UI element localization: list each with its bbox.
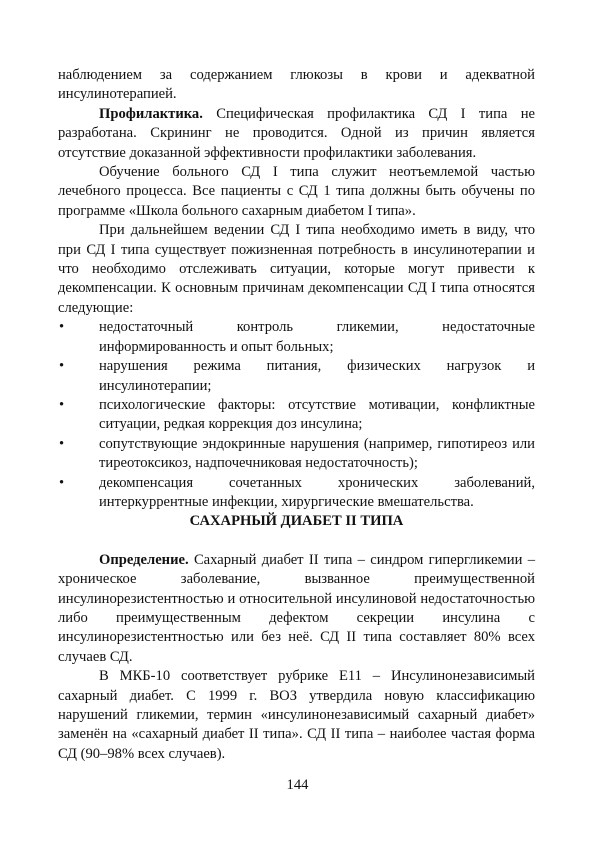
paragraph-text: Обучение больного СД I типа служит неотъемлемой частью лечебного процесса. Все пациенты с СД 1 типа должны быть обучены по программе «Школа больного сахарным диабетом I типа».: [58, 164, 535, 219]
paragraph-prophylaxis: [58, 105, 535, 163]
section-title: САХАРНЫЙ ДИАБЕТ II ТИПА: [189, 513, 404, 530]
page-body: [58, 66, 535, 764]
list-item: [58, 396, 535, 435]
list-item-text: сопутствующие эндокринные нарушения (например, гипотиреоз или тиреотоксикоз, надпочечниковая недостаточность);: [99, 435, 535, 472]
list-item: [58, 474, 535, 513]
paragraph-icd: [58, 667, 535, 764]
list-item-text: декомпенсация сочетанных хронических заболеваний, интеркуррентные инфекции, хирургические вмешательства.: [99, 474, 535, 510]
decompensation-causes-list: [58, 318, 535, 512]
paragraph-text: При дальнейшем ведении СД I типа необходимо иметь в виду, что при СД I типа существует пожизненная потребность в инсулинотерапии и что необходимо отслеживать ситуации, которые могут привести к декомпенсации. К основным причинам декомпенсации СД I типа относятся следующие:: [58, 222, 535, 316]
paragraph-continuation: [58, 66, 535, 105]
bullet-icon: •: [59, 358, 65, 375]
paragraph-text: наблюдением за содержанием глюкозы в крови и адекватной инсулинотерапией.: [58, 67, 535, 103]
list-item: [58, 357, 535, 396]
bullet-icon: •: [59, 396, 65, 413]
paragraph-education: [58, 163, 535, 221]
list-item: [58, 435, 535, 474]
paragraph-definition: [58, 551, 535, 667]
paragraph-lead: Профилактика.: [99, 105, 203, 122]
list-item: [58, 318, 535, 357]
page-number: 144: [286, 777, 309, 793]
bullet-icon: •: [59, 319, 65, 336]
bullet-icon: •: [59, 435, 65, 452]
list-item-text: психологические факторы: отсутствие мотивации, конфликтные ситуации, редкая коррекция доз инсулина;: [99, 396, 535, 433]
bullet-icon: •: [59, 474, 65, 491]
paragraph-management: [58, 221, 535, 318]
paragraph-text: В МКБ-10 соответствует рубрике Е11 – Инсулинонезависимый сахарный диабет. С 1999 г. ВОЗ утвердила новую классификацию нарушений гликемии, термин «инсулинонезависимый сахарный диабет» заменён на «сахарный диабет II типа». СД II типа – наиболее частая форма СД (90–98% всех случаев).: [58, 668, 535, 762]
list-item-text: недостаточный контроль гликемии, недостаточные информированность и опыт больных;: [99, 319, 535, 355]
paragraph-text: Сахарный диабет II типа – синдром гипергликемии – хроническое заболевание, вызванное преимущественной инсулинорезистентностью и относительной инсулиновой недостаточностью либо преимущественным дефектом секреции инсулина с инсулинорезистентностью или без неё. СД II типа составляет 80% всех случаев СД.: [58, 551, 535, 665]
paragraph-lead: Определение.: [99, 551, 189, 568]
paragraph-text: Специфическая профилактика СД I типа не разработана. Скрининг не проводится. Одной из причин является отсутствие доказанной эффективности профилактики заболевания.: [58, 105, 535, 161]
list-item-text: нарушения режима питания, физических нагрузок и инсулинотерапии;: [99, 358, 535, 394]
